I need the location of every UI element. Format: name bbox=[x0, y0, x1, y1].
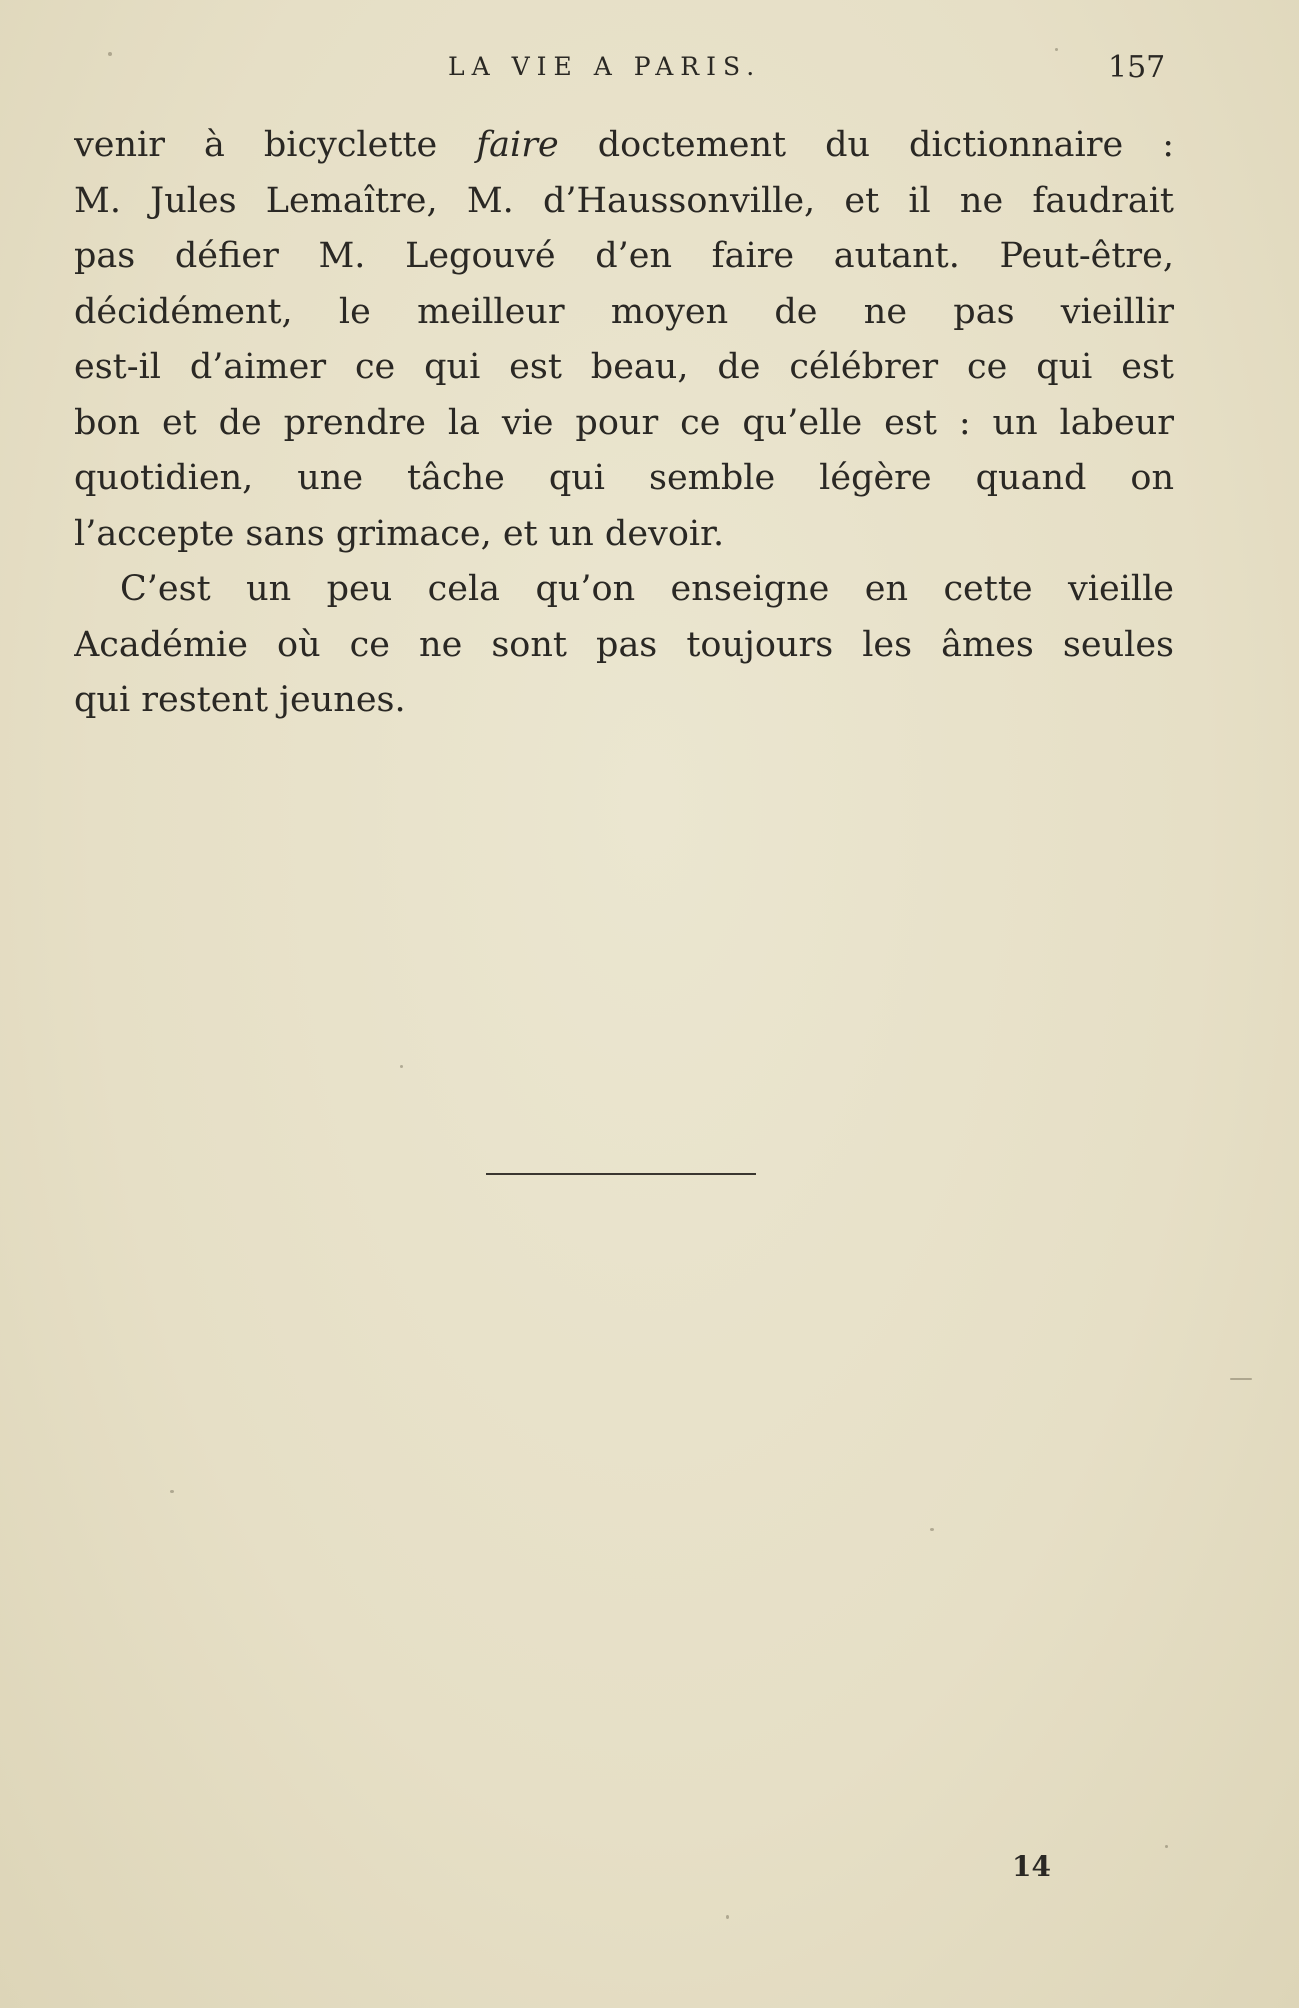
paper-speck bbox=[1055, 48, 1058, 51]
text-segment: venir à bicyclette bbox=[74, 125, 438, 165]
paragraph-1-line-8: l’accepte sans grimace, et un devoir. bbox=[74, 513, 725, 554]
paper-speck bbox=[930, 1528, 934, 1531]
paragraph-1-line-7: quotidien, une tâche qui semble légère quand on bbox=[74, 458, 1174, 498]
signature-mark: 14 bbox=[1012, 1850, 1051, 1883]
paragraph-1-line-5: est-il d’aimer ce qui est beau, de célébrer ce qui est bbox=[74, 347, 1174, 387]
running-head bbox=[0, 52, 1299, 92]
paragraph-1-line-6: bon et de prendre la vie pour ce qu’elle est : un labeur bbox=[74, 402, 1174, 443]
paper-speck bbox=[170, 1490, 174, 1493]
paragraph-2-line-3: qui restent jeunes. bbox=[74, 680, 406, 720]
paper-speck bbox=[726, 1915, 729, 1919]
paper-speck bbox=[108, 52, 112, 56]
paragraph-2-line-1: C’est un peu cela qu’on enseigne en cette vieille bbox=[120, 569, 1174, 609]
running-title: LA VIE A PARIS. bbox=[448, 52, 762, 81]
paper-speck bbox=[1165, 1845, 1168, 1848]
paper-speck bbox=[400, 1065, 403, 1068]
paragraph-2-line-2: Académie où ce ne sont pas toujours les âmes seules bbox=[74, 624, 1174, 665]
page-number: 157 bbox=[1108, 50, 1166, 85]
italic-word: faire bbox=[476, 125, 559, 165]
paragraph-1-line-1 bbox=[74, 118, 1174, 174]
paragraph-1-line-4: décidément, le meilleur moyen de ne pas vieillir bbox=[74, 291, 1174, 332]
body-text bbox=[74, 118, 1174, 729]
paragraph-1-line-2: M. Jules Lemaître, M. d’Haussonville, et il ne faudrait bbox=[74, 180, 1174, 221]
section-end-rule bbox=[486, 1173, 756, 1175]
paragraph-1-line-3: pas défier M. Legouvé d’en faire autant. Peut-être, bbox=[74, 236, 1174, 276]
paper-speck bbox=[1230, 1378, 1252, 1380]
text-segment: doctement du dictionnaire : bbox=[597, 125, 1174, 165]
